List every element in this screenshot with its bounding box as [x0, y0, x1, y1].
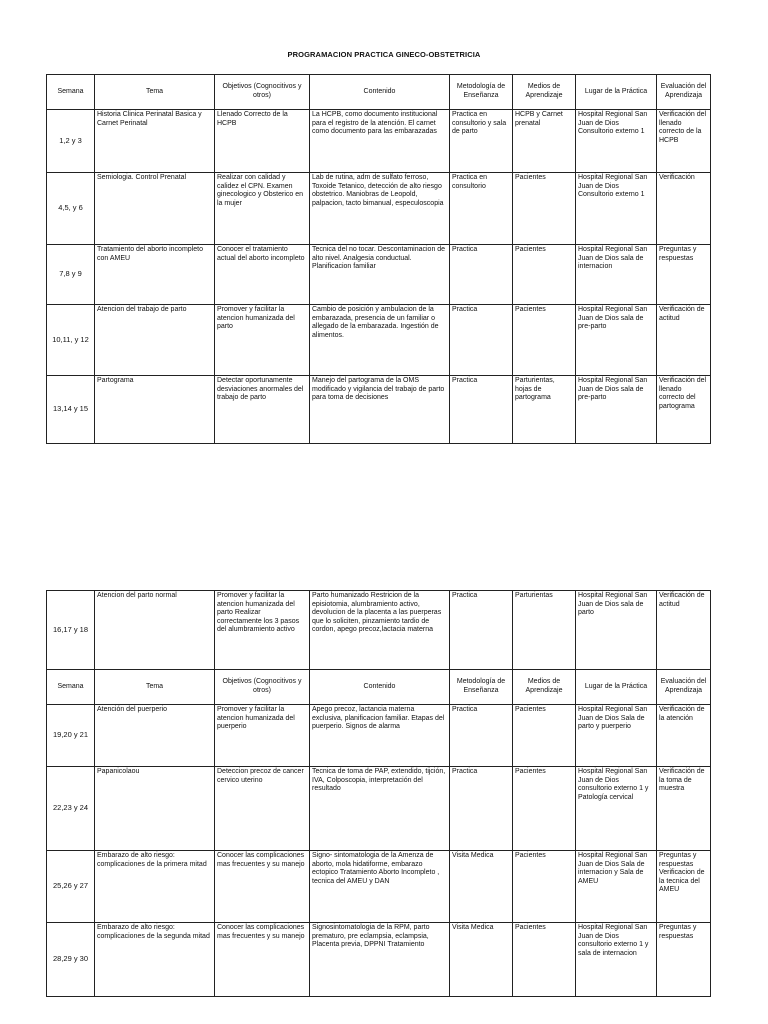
cell-objetivos: Conocer el tratamiento actual del aborto incompleto: [215, 245, 310, 305]
cell-tema: Embarazo de alto riesgo: complicaciones de la primera mitad: [95, 851, 215, 923]
cell-evaluacion: Verificación del llenado correcto de la HCPB: [657, 110, 711, 173]
cell-evaluacion: Preguntas y respuestas: [657, 245, 711, 305]
table-row: [47, 110, 711, 173]
cell-lugar: Hospital Regional San Juan de Dios sala de pre-parto: [576, 305, 657, 376]
cell-metodologia: Visita Medica: [450, 851, 513, 923]
header-row: [47, 670, 711, 705]
table-row: [47, 767, 711, 851]
cell-tema: Atencion del trabajo de parto: [95, 305, 215, 376]
cell-tema: Atencion del parto normal: [95, 591, 215, 670]
cell-objetivos: Promover y facilitar la atencion humanizada del parto: [215, 305, 310, 376]
header-semana: Semana: [47, 75, 95, 110]
cell-contenido: Lab de rutina, adm de sulfato ferroso, Toxoide Tetanico, detección de alto riesgo obstetrico. Maniobras de Leopold, palpacion, tacto bimanual, especuloscopia: [310, 173, 450, 245]
cell-objetivos: Realizar con calidad y calidez el CPN. Examen ginecologico y Obsterico en la mujer: [215, 173, 310, 245]
cell-medios: Pacientes: [513, 767, 576, 851]
cell-evaluacion: Verificación: [657, 173, 711, 245]
document-title: PROGRAMACION PRACTICA GINECO-OBSTETRICIA: [287, 50, 481, 59]
cell-lugar: Hospital Regional San Juan de Dios sala de internacion: [576, 245, 657, 305]
cell-semana: 7,8 y 9: [47, 245, 95, 305]
header-medios: Medios de Aprendizaje: [513, 75, 576, 110]
cell-lugar: Hospital Regional San Juan de Dios sala de pre-parto: [576, 376, 657, 444]
cell-evaluacion: Verificación de la atención: [657, 705, 711, 767]
header-objetivos: Objetivos (Cognocitivos y otros): [215, 670, 310, 705]
cell-semana: 19,20 y 21: [47, 705, 95, 767]
cell-tema: Papanicolaou: [95, 767, 215, 851]
cell-semana: 25,26 y 27: [47, 851, 95, 923]
cell-medios: Pacientes: [513, 245, 576, 305]
cell-objetivos: Detectar oportunamente desviaciones anormales del trabajo de parto: [215, 376, 310, 444]
cell-metodologia: Practica: [450, 705, 513, 767]
cell-semana: 16,17 y 18: [47, 591, 95, 670]
header-lugar: Lugar de la Práctica: [576, 75, 657, 110]
cell-medios: HCPB y Carnet prenatal: [513, 110, 576, 173]
cell-contenido: Signo- sintomatologia de la Amenza de aborto, mola hidatiforme, embarazo ectopico Tratamiento Aborto Incompleto , tecnica del AMEU y DAN: [310, 851, 450, 923]
cell-contenido: Cambio de posición y ambulacion de la embarazada, presencia de un familiar o allegado de la embarazada. Ingestión de alimentos.: [310, 305, 450, 376]
table-row: [47, 173, 711, 245]
table-row: [47, 245, 711, 305]
header-evaluacion: Evaluación del Aprendizaja: [657, 75, 711, 110]
cell-lugar: Hospital Regional San Juan de Dios Sala de parto y puerperio: [576, 705, 657, 767]
cell-metodologia: Visita Medica: [450, 923, 513, 997]
cell-medios: Parturientas: [513, 591, 576, 670]
header-row: [47, 75, 711, 110]
cell-tema: Atención del puerperio: [95, 705, 215, 767]
cell-evaluacion: Preguntas y respuestas Verificacion de la tecnica del AMEU: [657, 851, 711, 923]
cell-medios: Pacientes: [513, 923, 576, 997]
cell-contenido: Tecnica del no tocar. Descontaminacion de alto nivel. Analgesia conductual. Planificacion familiar: [310, 245, 450, 305]
cell-tema: Tratamiento del aborto incompleto con AMEU: [95, 245, 215, 305]
cell-evaluacion: Verificación de actitud: [657, 305, 711, 376]
header-contenido: Contenido: [310, 75, 450, 110]
schedule-table-page1: [46, 74, 711, 444]
cell-semana: 13,14 y 15: [47, 376, 95, 444]
cell-lugar: Hospital Regional San Juan de Dios Consultorio externo 1: [576, 110, 657, 173]
cell-metodologia: Practica en consultorio: [450, 173, 513, 245]
header-metodologia: Metodología de Enseñanza: [450, 75, 513, 110]
cell-metodologia: Practica: [450, 305, 513, 376]
cell-metodologia: Practica en consultorio y sala de parto: [450, 110, 513, 173]
cell-medios: Pacientes: [513, 173, 576, 245]
cell-objetivos: Deteccion precoz de cancer cervico uterino: [215, 767, 310, 851]
header-medios: Medios de Aprendizaje: [513, 670, 576, 705]
cell-objetivos: Promover y facilitar la atencion humanizada del parto Realizar correctamente los 3 pasos del alumbramiento activo: [215, 591, 310, 670]
table-row: [47, 376, 711, 444]
cell-objetivos: Promover y facilitar la atencion humanizada del puerperio: [215, 705, 310, 767]
cell-contenido: La HCPB, como documento institucional para el registro de la atención. El carnet como documento para las embarazadas: [310, 110, 450, 173]
cell-semana: 1,2 y 3: [47, 110, 95, 173]
header-semana: Semana: [47, 670, 95, 705]
cell-medios: Pacientes: [513, 851, 576, 923]
cell-tema: Partograma: [95, 376, 215, 444]
cell-evaluacion: Verificación del llenado correcto del partograma: [657, 376, 711, 444]
cell-lugar: Hospital Regional San Juan de Dios consultorio externo 1 y Patología cervical: [576, 767, 657, 851]
cell-semana: 28,29 y 30: [47, 923, 95, 997]
cell-contenido: Parto humanizado Restricion de la episiotomia, alumbramiento activo, devolucion de la placenta a las puerperas que lo soliciten, pinzamiento tardio de cordon, apego precoz,lactacia materna: [310, 591, 450, 670]
header-evaluacion: Evaluación del Aprendizaja: [657, 670, 711, 705]
header-objetivos: Objetivos (Cognocitivos y otros): [215, 75, 310, 110]
cell-contenido: Signosintomatologia de la RPM, parto prematuro, pre eclampsia, eclampsia, Placenta previa, DPPNI Tratamiento: [310, 923, 450, 997]
table-row: [47, 591, 711, 670]
cell-metodologia: Practica: [450, 591, 513, 670]
cell-lugar: Hospital Regional San Juan de Dios sala de parto: [576, 591, 657, 670]
table-row: [47, 305, 711, 376]
cell-evaluacion: Verificación de la toma de muestra: [657, 767, 711, 851]
cell-evaluacion: Verificación de actitud: [657, 591, 711, 670]
cell-medios: Pacientes: [513, 705, 576, 767]
cell-tema: Embarazo de alto riesgo: complicaciones de la segunda mitad: [95, 923, 215, 997]
table-row: [47, 705, 711, 767]
header-metodologia: Metodología de Enseñanza: [450, 670, 513, 705]
header-tema: Tema: [95, 75, 215, 110]
cell-objetivos: Llenado Correcto de la HCPB: [215, 110, 310, 173]
cell-objetivos: Conocer las complicaciones mas frecuentes y su manejo: [215, 851, 310, 923]
cell-lugar: Hospital Regional San Juan de Dios Sala de internacion y Sala de AMEU: [576, 851, 657, 923]
table-row: [47, 851, 711, 923]
cell-objetivos: Conocer las complicaciones mas frecuentes y su manejo: [215, 923, 310, 997]
cell-contenido: Tecnica de toma de PAP, extendido, tijción, IVA, Colposcopia, interpretación del resultado: [310, 767, 450, 851]
schedule-table-page2: [46, 590, 711, 997]
cell-metodologia: Practica: [450, 767, 513, 851]
cell-tema: Semiologia. Control Prenatal: [95, 173, 215, 245]
cell-semana: 4,5, y 6: [47, 173, 95, 245]
cell-lugar: Hospital Regional San Juan de Dios Consultorio externo 1: [576, 173, 657, 245]
cell-semana: 22,23 y 24: [47, 767, 95, 851]
header-contenido: Contenido: [310, 670, 450, 705]
cell-metodologia: Practica: [450, 245, 513, 305]
header-lugar: Lugar de la Práctica: [576, 670, 657, 705]
cell-evaluacion: Preguntas y respuestas: [657, 923, 711, 997]
header-tema: Tema: [95, 670, 215, 705]
cell-contenido: Apego precoz, lactancia materna exclusiva, planificacion familiar. Etapas del puerperio. Signos de alarma: [310, 705, 450, 767]
cell-metodologia: Practica: [450, 376, 513, 444]
cell-contenido: Manejo del partograma de la OMS modificado y vigilancia del trabajo de parto para toma de decisiones: [310, 376, 450, 444]
cell-semana: 10,11, y 12: [47, 305, 95, 376]
cell-lugar: Hospital Regional San Juan de Dios consultorio externo 1 y sala de internacion: [576, 923, 657, 997]
cell-tema: Historia Clinica Perinatal Basica y Carnet Perinatal: [95, 110, 215, 173]
cell-medios: Parturientas, hojas de partograma: [513, 376, 576, 444]
cell-medios: Pacientes: [513, 305, 576, 376]
table-row: [47, 923, 711, 997]
